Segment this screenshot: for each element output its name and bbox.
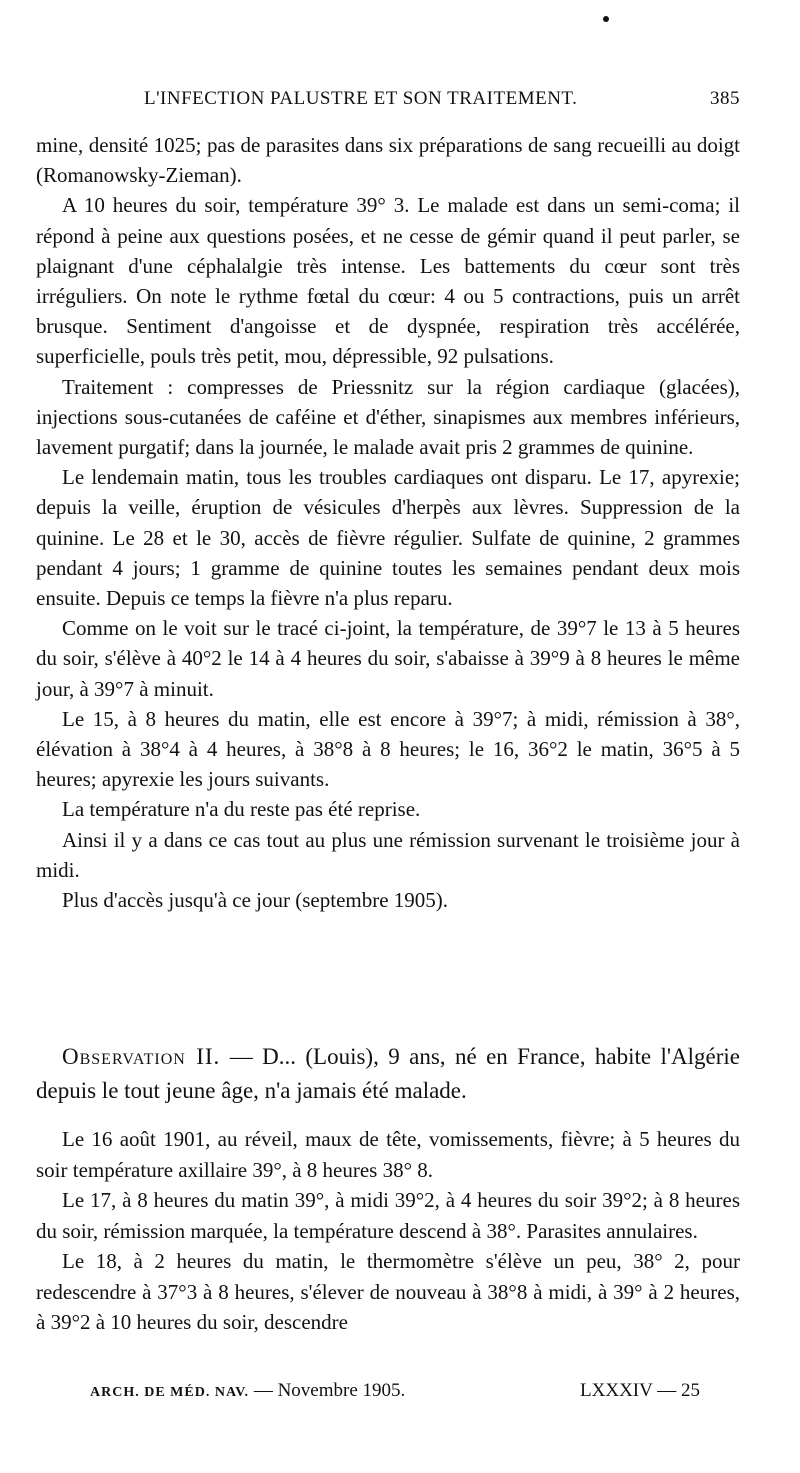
paragraph: Plus d'accès jusqu'à ce jour (septembre 1905). — [62, 888, 449, 913]
observation-text: — D... (Louis), 9 ans, né en France, habite l'Algérie depuis le tout jeune âge, n'a jamais été malade. — [36, 1044, 741, 1103]
paragraph: Ainsi il y a dans ce cas tout au plus une rémission survenant le troisième jour à midi. — [36, 827, 740, 882]
paragraph: A 10 heures du soir, température 39° 3. Le malade est dans un semi-coma; il répond à peine aux questions posées, et ne cesse de gémir quand il peut parler, se plaignant d'une céphalalgie très intense. Les battements du cœur sont très irréguliers. On note le rythme fœtal du cœur: 4 ou 5 contractions, puis un arrêt brusque. Sentiment d'angoisse et de dyspnée, respiration très accélérée, superficielle, pouls très petit, mou, dépressible, 92 pulsations. — [36, 193, 740, 369]
paragraph: Le 16 août 1901, au réveil, maux de tête, vomissements, fièvre; à 5 heures du soir température axillaire 39°, à 8 heures 38° 8. — [36, 1127, 740, 1182]
ink-dot — [603, 16, 609, 22]
running-footer — [90, 1380, 700, 1406]
paragraph: Le 17, à 8 heures du matin 39°, à midi 39°2, à 4 heures du soir 39°2; à 8 heures du soir, rémission marquée, la température descend à 38°. Parasites annulaires. — [36, 1188, 740, 1243]
observation-heading — [36, 1040, 740, 1108]
footer-volume: LXXXIV — 25 — [580, 1380, 700, 1401]
running-header — [60, 88, 740, 118]
paragraph: Traitement : compresses de Priessnitz sur la région cardiaque (glacées), injections sous-cutanées de caféine et d'éther, sinapismes aux membres inférieurs, lavement purgatif; dans la journée, le malade avait pris 2 grammes de quinine. — [36, 374, 740, 460]
journal-name: ARCH. DE MÉD. NAV. — [90, 1385, 250, 1400]
body-text-bottom — [36, 1124, 740, 1338]
paragraph: La température n'a du reste pas été reprise. — [62, 797, 421, 822]
footer-journal — [90, 1380, 405, 1402]
observation-label: Observation II. — [62, 1044, 221, 1069]
page-number: 385 — [710, 88, 740, 109]
header-title: L'INFECTION PALUSTRE ET SON TRAITEMENT. — [144, 88, 578, 109]
paragraph: Le lendemain matin, tous les troubles cardiaques ont disparu. Le 17, apyrexie; depuis la veille, éruption de vésicules d'herpès aux lèvres. Suppression de la quinine. Le 28 et le 30, accès de fièvre régulier. Sulfate de quinine, 2 grammes pendant 4 jours; 1 gramme de quinine toutes les semaines pendant deux mois ensuite. Depuis ce temps la fièvre n'a plus reparu. — [36, 465, 740, 611]
body-text-top — [36, 130, 740, 915]
paragraph: Le 18, à 2 heures du matin, le thermomètre s'élève un peu, 38° 2, pour redescendre à 37°3 à 8 heures, s'élever de nouveau à 38°8 à midi, à 39° à 2 heures, à 39°2 à 10 heures du soir, descendre — [36, 1249, 740, 1334]
observation-paragraph — [36, 1040, 740, 1108]
footer-date: — Novembre 1905. — [253, 1380, 406, 1401]
paragraph: Le 15, à 8 heures du matin, elle est encore à 39°7; à midi, rémission à 38°, élévation à 38°4 à 4 heures, à 38°8 à 8 heures; le 16, 36°2 le matin, 36°5 à 5 heures; apyrexie les jours suivants. — [36, 706, 740, 792]
paragraph: mine, densité 1025; pas de parasites dans six préparations de sang recueilli au doigt (Romanowsky-Zieman). — [36, 133, 740, 188]
paragraph: Comme on le voit sur le tracé ci-joint, la température, de 39°7 le 13 à 5 heures du soir, s'élève à 40°2 le 14 à 4 heures du soir, s'abaisse à 39°9 à 8 heures le même jour, à 39°7 à minuit. — [36, 616, 740, 701]
